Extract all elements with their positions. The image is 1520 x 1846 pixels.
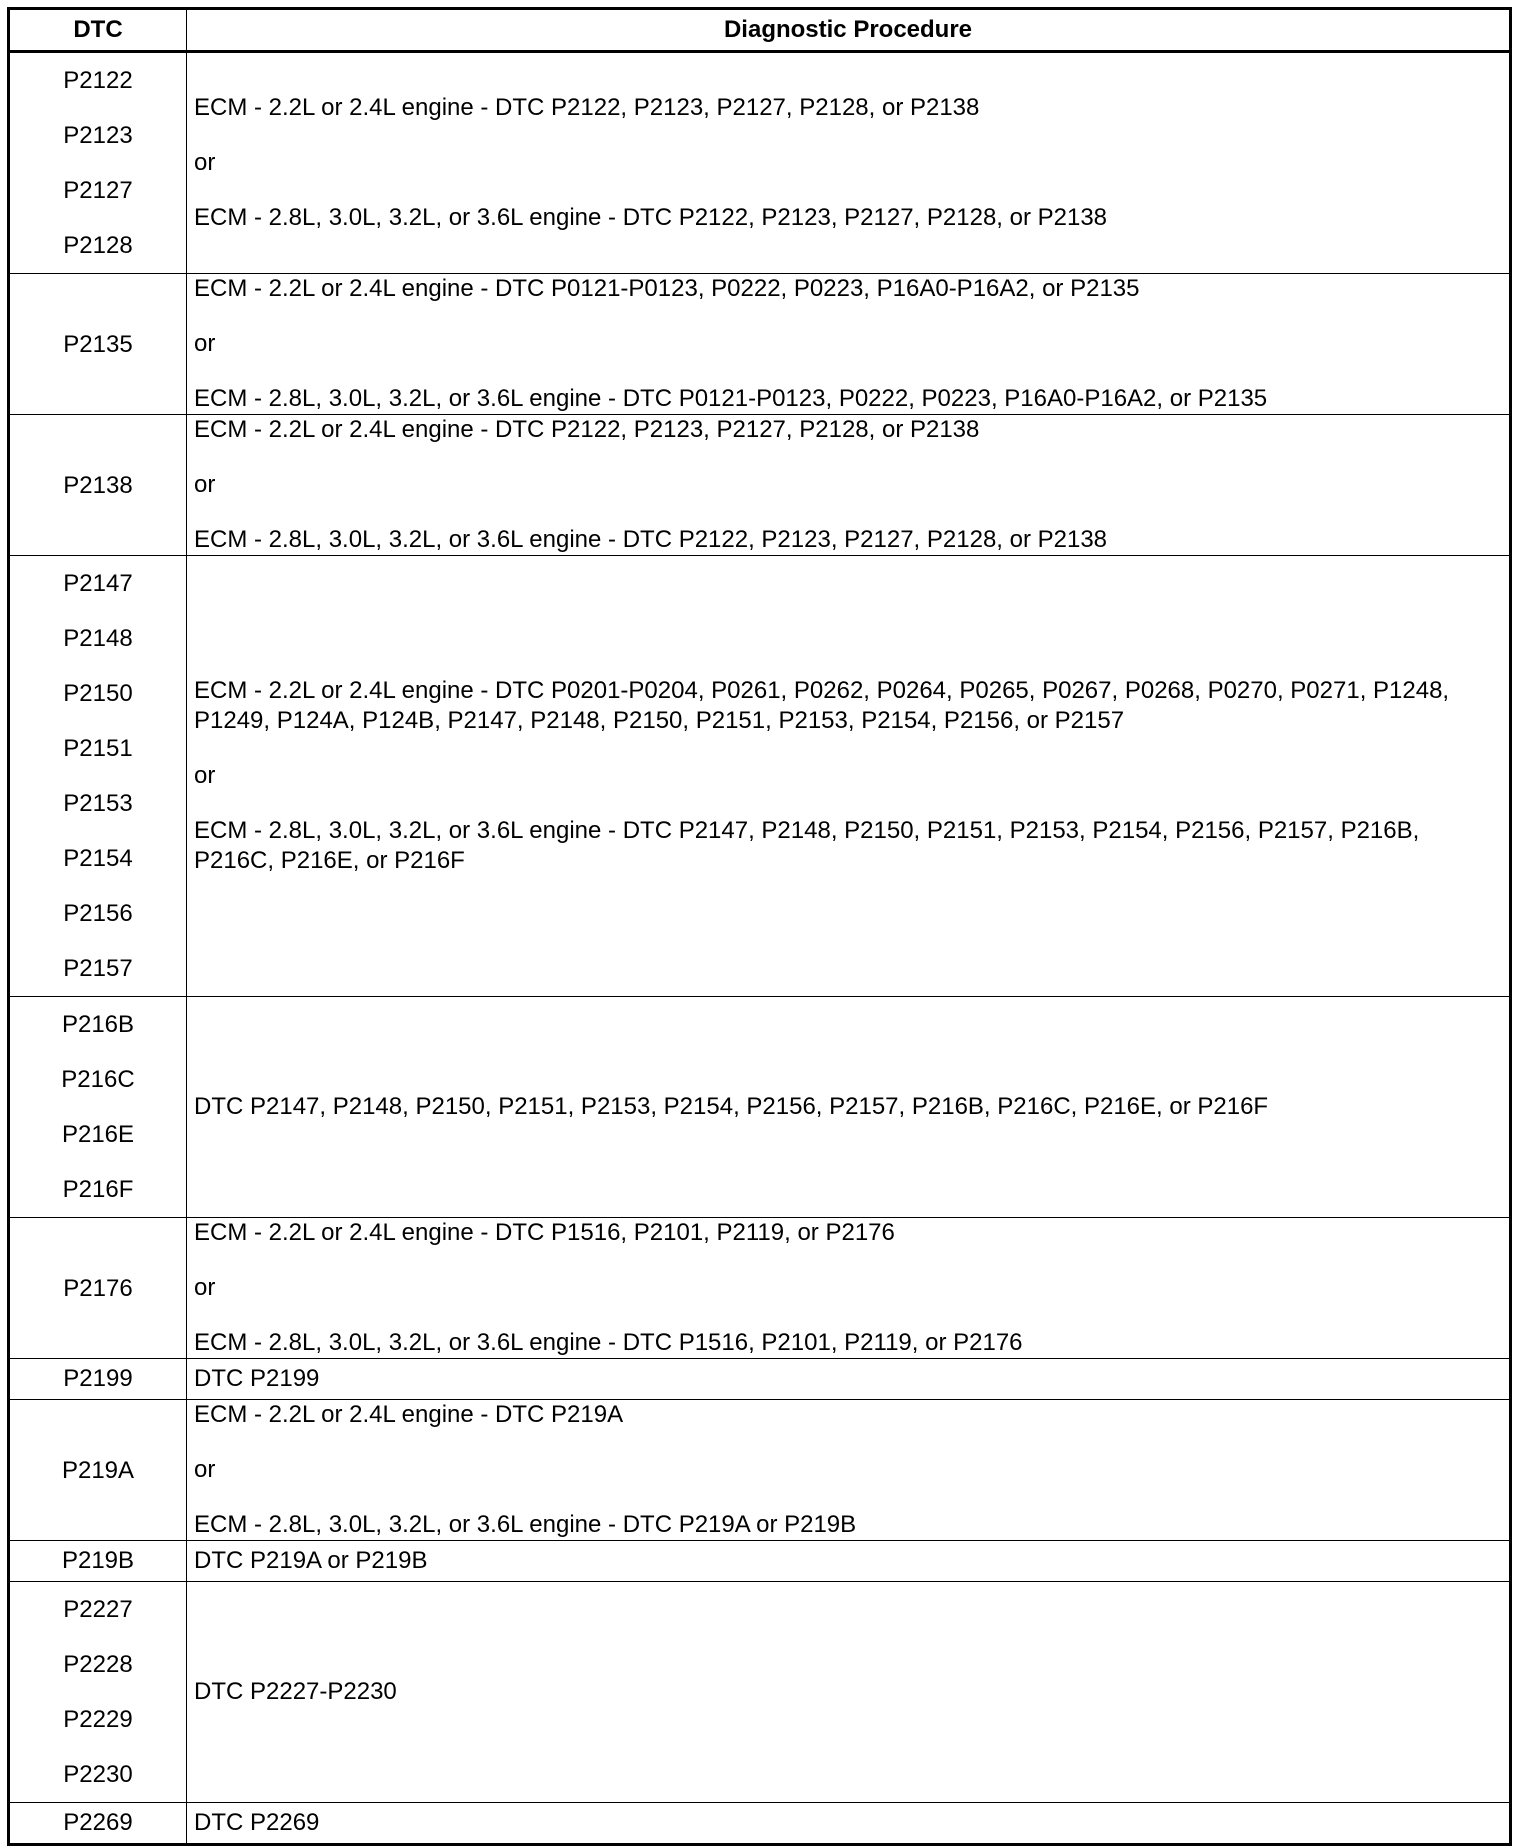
- table-header-row: [9, 9, 1511, 52]
- table-row: [9, 274, 1511, 415]
- table-row: [9, 415, 1511, 556]
- table-row: [9, 1400, 1511, 1541]
- diagnostic-procedure-cell: [187, 1582, 1511, 1803]
- dtc-code: P2150: [63, 680, 133, 707]
- procedure-reference: ECM - 2.2L or 2.4L engine - DTC P0121-P0123, P0222, P0223, P16A0-P16A2, or P2135: [194, 275, 1140, 302]
- procedure-reference: DTC P2199: [194, 1365, 320, 1392]
- procedure-or-separator: or: [194, 149, 216, 176]
- dtc-code-cell: [9, 415, 187, 556]
- dtc-code-cell: [9, 1218, 187, 1359]
- dtc-code: P2176: [63, 1274, 133, 1302]
- procedure-reference: ECM - 2.8L, 3.0L, 3.2L, or 3.6L engine - DTC P2122, P2123, P2127, P2128, or P2138: [194, 204, 1108, 231]
- dtc-code: P2148: [63, 625, 133, 652]
- diagnostic-procedure-cell: [187, 997, 1511, 1218]
- dtc-code: P2151: [63, 735, 133, 762]
- dtc-code: P2128: [63, 232, 133, 259]
- diagnostic-procedure-cell: [187, 52, 1511, 274]
- dtc-code: P2138: [63, 471, 133, 499]
- table-row: [9, 52, 1511, 274]
- dtc-code-cell: [9, 52, 187, 274]
- dtc-code-cell: [9, 1582, 187, 1803]
- procedure-reference: ECM - 2.8L, 3.0L, 3.2L, or 3.6L engine - DTC P2122, P2123, P2127, P2128, or P2138: [194, 526, 1108, 553]
- dtc-code: P2156: [63, 900, 133, 927]
- dtc-code: P216B: [61, 1011, 135, 1038]
- diagnostic-procedure-cell: [187, 274, 1511, 415]
- procedure-or-separator: or: [194, 1274, 216, 1301]
- dtc-code: P2227: [63, 1596, 133, 1623]
- header-dtc: DTC: [9, 9, 187, 52]
- diagnostic-procedure-cell: [187, 1541, 1511, 1582]
- procedure-reference: DTC P219A or P219B: [194, 1547, 428, 1574]
- dtc-code: P2154: [63, 845, 133, 872]
- dtc-code-cell: [9, 274, 187, 415]
- dtc-code: P2135: [63, 330, 133, 358]
- procedure-reference: DTC P2147, P2148, P2150, P2151, P2153, P2154, P2156, P2157, P216B, P216C, P216E, or P216F: [194, 1093, 1269, 1120]
- procedure-reference: DTC P2227-P2230: [194, 1678, 397, 1705]
- table-row: [9, 1359, 1511, 1400]
- dtc-code-cell: [9, 997, 187, 1218]
- header-diagnostic-procedure: Diagnostic Procedure: [187, 9, 1511, 52]
- dtc-code-cell: [9, 1541, 187, 1582]
- procedure-reference: ECM - 2.2L or 2.4L engine - DTC P0201-P0204, P0261, P0262, P0264, P0265, P0267, P0268, P0270, P0271, P1248, P1249, P124A, P124B, P2147, P2148, P2150, P2151, P2153, P2154, P2156, or P2157: [194, 677, 1450, 734]
- dtc-code-cell: [9, 1803, 187, 1845]
- dtc-code: P2153: [63, 790, 133, 817]
- dtc-code: P2228: [63, 1651, 133, 1678]
- table-row: [9, 1218, 1511, 1359]
- table-row: [9, 1803, 1511, 1845]
- dtc-procedure-table: [7, 7, 1512, 1846]
- diagnostic-procedure-cell: [187, 1400, 1511, 1541]
- procedure-or-separator: or: [194, 330, 216, 357]
- dtc-code: P2123: [63, 122, 133, 149]
- diagnostic-procedure-cell: [187, 556, 1511, 997]
- procedure-reference: ECM - 2.2L or 2.4L engine - DTC P2122, P2123, P2127, P2128, or P2138: [194, 416, 980, 443]
- diagnostic-procedure-cell: [187, 1218, 1511, 1359]
- procedure-or-separator: or: [194, 762, 216, 789]
- procedure-or-separator: or: [194, 1456, 216, 1483]
- dtc-code: P2269: [63, 1809, 133, 1836]
- dtc-code: P216C: [61, 1066, 135, 1093]
- procedure-reference: ECM - 2.8L, 3.0L, 3.2L, or 3.6L engine - DTC P2147, P2148, P2150, P2151, P2153, P2154, P2156, P2157, P216B, P216C, P216E, or P216F: [194, 817, 1420, 874]
- diagnostic-procedure-cell: [187, 1359, 1511, 1400]
- table-row: [9, 1541, 1511, 1582]
- dtc-code: P219B: [61, 1547, 135, 1574]
- dtc-code: P2157: [63, 955, 133, 982]
- procedure-reference: ECM - 2.8L, 3.0L, 3.2L, or 3.6L engine - DTC P1516, P2101, P2119, or P2176: [194, 1329, 1023, 1356]
- dtc-code: P2147: [63, 570, 133, 597]
- dtc-code: P2230: [63, 1761, 133, 1788]
- table-row: [9, 1582, 1511, 1803]
- dtc-code: P2199: [63, 1365, 133, 1392]
- dtc-code-cell: [9, 1400, 187, 1541]
- dtc-code-cell: [9, 556, 187, 997]
- procedure-reference: ECM - 2.8L, 3.0L, 3.2L, or 3.6L engine - DTC P0121-P0123, P0222, P0223, P16A0-P16A2, or P2135: [194, 385, 1268, 412]
- dtc-code: P2122: [63, 67, 133, 94]
- procedure-reference: ECM - 2.2L or 2.4L engine - DTC P1516, P2101, P2119, or P2176: [194, 1219, 895, 1246]
- dtc-code: P219A: [61, 1456, 135, 1484]
- dtc-code: P2229: [63, 1706, 133, 1733]
- procedure-reference: ECM - 2.2L or 2.4L engine - DTC P2122, P2123, P2127, P2128, or P2138: [194, 94, 980, 121]
- table-row: [9, 556, 1511, 997]
- procedure-or-separator: or: [194, 471, 216, 498]
- procedure-reference: ECM - 2.8L, 3.0L, 3.2L, or 3.6L engine - DTC P219A or P219B: [194, 1511, 857, 1538]
- table-row: [9, 997, 1511, 1218]
- procedure-reference: ECM - 2.2L or 2.4L engine - DTC P219A: [194, 1401, 624, 1428]
- dtc-code: P216E: [61, 1121, 135, 1148]
- procedure-reference: DTC P2269: [194, 1809, 320, 1836]
- table-body: [9, 52, 1511, 1845]
- diagnostic-procedure-cell: [187, 1803, 1511, 1845]
- dtc-code-cell: [9, 1359, 187, 1400]
- dtc-code: P2127: [63, 177, 133, 204]
- dtc-code: P216F: [62, 1176, 134, 1203]
- diagnostic-procedure-cell: [187, 415, 1511, 556]
